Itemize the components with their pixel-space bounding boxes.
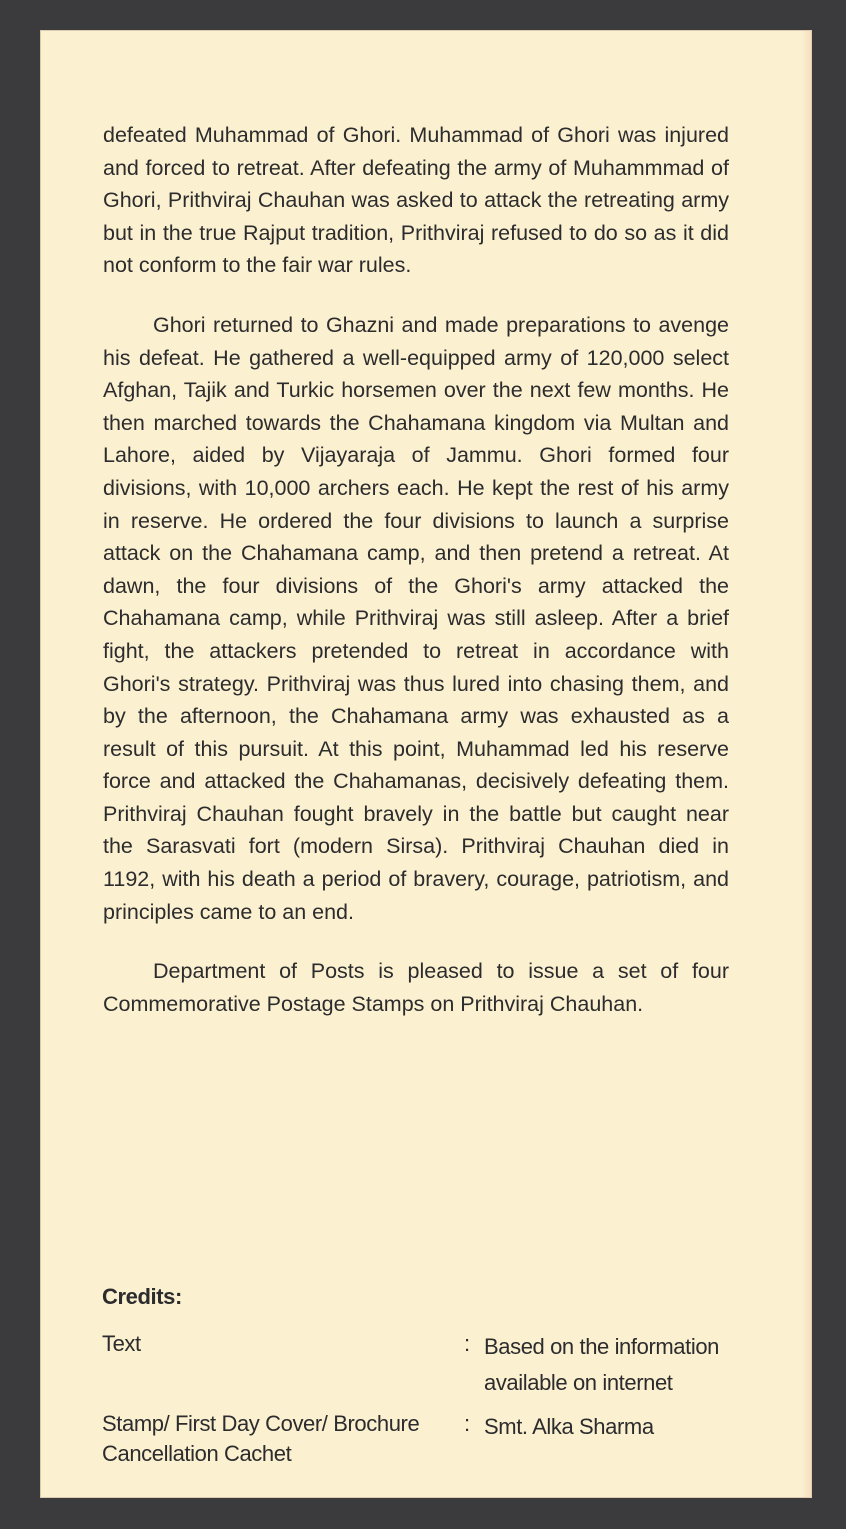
credit-value: Smt. Alka Sharma: [484, 1414, 654, 1439]
body-text: [103, 119, 729, 1020]
credit-separator: :: [464, 1331, 470, 1356]
credits-heading: Credits:: [102, 1284, 182, 1309]
credit-label-line: Stamp/ First Day Cover/ Brochure: [102, 1411, 420, 1436]
paragraph-battle-outcome: defeated Muhammad of Ghori. Muhammad of Ghori was injured and forced to retreat. After defeating the army of Muhammmad of Ghori, Prithviraj Chauhan was asked to attack the retreating army but in the true Rajput tradition, Prithviraj refused to do so as it did not conform to the fair war rules.: [103, 123, 729, 278]
page-edge-shading: [802, 30, 812, 1498]
credit-label-line: Cancellation Cachet: [102, 1441, 292, 1466]
credits-section: [102, 1282, 752, 1469]
credit-row-text: [102, 1329, 752, 1401]
paragraph-second-battle: Ghori returned to Ghazni and made preparations to avenge his defeat. He gathered a well-equipped army of 120,000 select Afghan, Tajik and Turkic horsemen over the next few months. He then marched towards the Chahamana kingdom via Multan and Lahore, aided by Vijayaraja of Jammu. Ghori formed four divisions, with 10,000 archers each. He kept the rest of his army in reserve. He ordered the four divisions to launch a surprise attack on the Chahamana camp, and then pretend a retreat. At dawn, the four divisions of the Ghori's army attacked the Chahamana camp, while Prithviraj was still asleep. After a brief fight, the attackers pretended to retreat in accordance with Ghori's strategy. Prithviraj was thus lured into chasing them, and by the afternoon, the Chahamana army was exhausted as a result of this pursuit. At this point, Muhammad led his reserve force and attacked the Chahamanas, decisively defeating them. Prithviraj Chauhan fought bravely in the battle but caught near the Sarasvati fort (modern Sirsa). Prithviraj Chauhan died in 1192, with his death a period of bravery, courage, patriotism, and principles came to an end.: [103, 312, 729, 924]
credit-value: [484, 1329, 752, 1401]
credit-row-stamp: [102, 1409, 752, 1469]
credit-label: Text: [102, 1331, 141, 1356]
credit-label: [102, 1409, 464, 1469]
credit-value-line: Based on the information: [484, 1334, 719, 1359]
paragraph-stamp-issue: Department of Posts is pleased to issue a set of four Commemorative Postage Stamps on Prithviraj Chauhan.: [103, 959, 729, 1016]
credit-value-line: available on internet: [484, 1370, 673, 1395]
brochure-page: [40, 30, 812, 1498]
credit-separator: :: [464, 1411, 470, 1436]
